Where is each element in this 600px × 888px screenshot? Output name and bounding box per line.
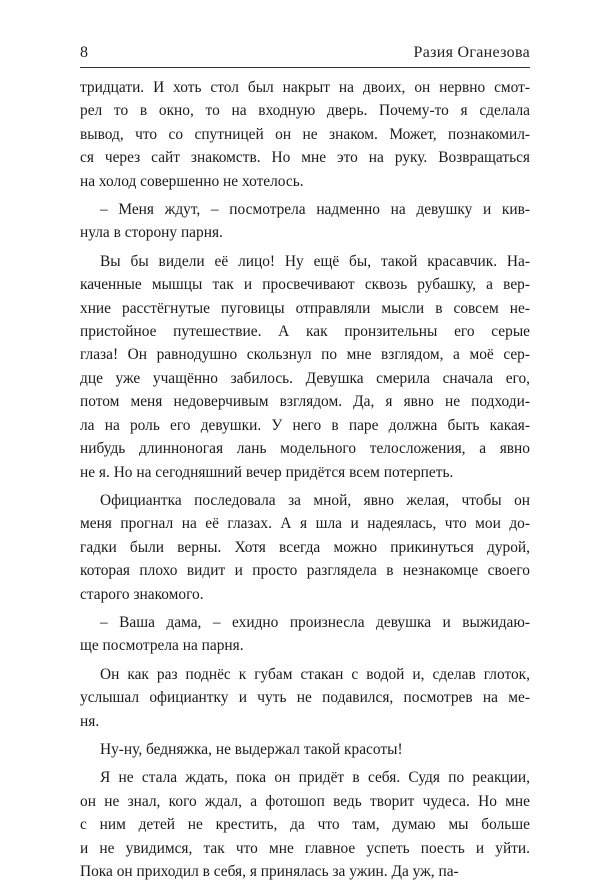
text-line: Я не стала ждать, пока он придёт в себя. Судя по реакции, <box>100 769 530 787</box>
text-line: на холод совершенно не хотелось. <box>80 172 304 190</box>
paragraph <box>80 611 530 658</box>
text-line: Вы бы видели её лицо! Ну ещё бы, такой красавчик. На- <box>100 252 530 270</box>
text-line: ся через сайт знакомств. Но мне это на руку. Возвращаться <box>80 149 530 167</box>
paragraph <box>80 76 530 193</box>
text-line: ще посмотрела на парня. <box>80 637 244 655</box>
paragraph <box>80 663 530 733</box>
paragraph <box>80 198 530 245</box>
header-rule <box>80 67 530 68</box>
text-line: каченные мышцы так и просвечивают сквозь рубашку, а вер- <box>80 276 530 294</box>
text-line: услышал официантку и чуть не подавился, посмотрев на ме- <box>80 689 530 707</box>
page-number: 8 <box>80 44 88 61</box>
body-text <box>80 76 530 888</box>
text-line: Ну-ну, бедняжка, не выдержал такой красоты! <box>100 740 403 758</box>
text-line: вывод, что со спутницей он не знаком. Может, познакомил- <box>80 125 530 143</box>
text-line: дце уже учащённо забилось. Девушка смерила сначала его, <box>80 369 530 387</box>
text-line: хние расстёгнутые пуговицы отправляли мысли в совсем не- <box>80 299 530 317</box>
text-line: потом меня недоверчивым взглядом. Да, я явно не подходи- <box>80 393 530 411</box>
text-line: нула в сторону парня. <box>80 224 223 242</box>
text-line: рел то в окно, то на входную дверь. Почему-то я сделала <box>80 102 530 120</box>
text-line: гадки были верны. Хотя всегда можно прикинуться дурой, <box>80 538 530 556</box>
text-line: тридцати. И хоть стол был накрыт на двоих, он нервно смот- <box>80 79 530 96</box>
text-line: он не знал, кого ждал, а фотошоп ведь творит чудеса. Но мне <box>80 792 530 810</box>
text-line: которая плохо видит и просто разглядела в незнакомце своего <box>80 562 530 580</box>
running-title: Разия Оганезова <box>413 44 530 61</box>
page-header <box>80 44 530 66</box>
text-line: глаза! Он равнодушно скользнул по мне взглядом, а моё сер- <box>80 346 530 364</box>
paragraph <box>80 766 530 883</box>
text-line: не я. Но на сегодняшний вечер придётся всем потерпеть. <box>80 463 454 481</box>
text-line: Он как раз поднёс к губам стакан с водой и, сделав глоток, <box>100 665 530 683</box>
text-line: ня. <box>80 712 100 730</box>
text-line: старого знакомого. <box>80 585 204 603</box>
text-line: – Ваша дама, – ехидно произнесла девушка и выжидаю- <box>100 613 530 631</box>
text-line: Официантка последовала за мной, явно желая, чтобы он <box>100 491 530 509</box>
text-line: Пока он приходил в себя, я принялась за ужин. Да уж, па- <box>80 863 459 880</box>
paragraph <box>80 489 530 606</box>
text-line: – Меня ждут, – посмотрела надменно на девушку и кив- <box>100 201 530 219</box>
text-line: нибудь длинноногая лань модельного телосложения, а явно <box>80 440 530 458</box>
text-line: с ним детей не крестить, да что там, думаю мы больше <box>80 816 530 834</box>
text-line: ла на роль его девушки. У него в паре должна быть какая- <box>80 416 530 434</box>
text-line: меня прогнал на её глазах. А я шла и надеялась, что мои до- <box>80 515 530 533</box>
paragraph <box>80 250 530 484</box>
text-line: пристойное путешествие. А как пронзительны его серые <box>80 323 530 341</box>
text-line: и не увидимся, так что мне главное успеть поесть и уйти. <box>80 839 530 857</box>
